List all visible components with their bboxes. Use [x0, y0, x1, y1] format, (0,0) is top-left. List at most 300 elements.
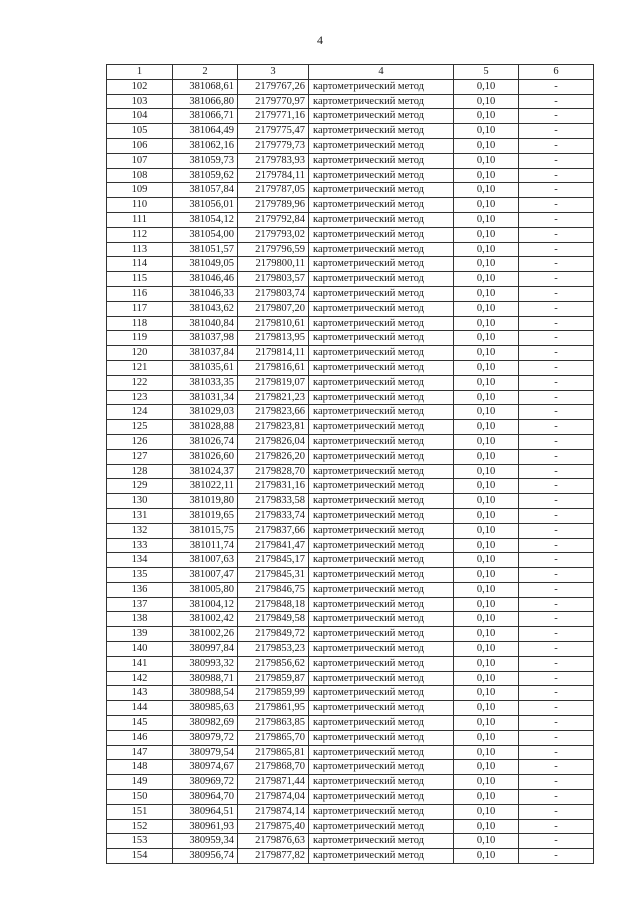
cell-y-coordinate: 2179826,04: [238, 434, 309, 449]
cell-accuracy: 0,10: [454, 390, 519, 405]
table-row: [107, 420, 594, 435]
cell-accuracy: 0,10: [454, 124, 519, 139]
cell-y-coordinate: 2179848,18: [238, 597, 309, 612]
cell-note: -: [519, 716, 594, 731]
cell-y-coordinate: 2179779,73: [238, 138, 309, 153]
cell-point-number: 102: [107, 79, 173, 94]
table-row: [107, 449, 594, 464]
cell-accuracy: 0,10: [454, 94, 519, 109]
table-row: [107, 716, 594, 731]
table-row: [107, 671, 594, 686]
cell-x-coordinate: 381064,49: [173, 124, 238, 139]
cell-point-number: 146: [107, 730, 173, 745]
cell-method: картометрический метод: [309, 804, 454, 819]
cell-accuracy: 0,10: [454, 730, 519, 745]
cell-point-number: 121: [107, 360, 173, 375]
cell-note: -: [519, 316, 594, 331]
cell-y-coordinate: 2179853,23: [238, 642, 309, 657]
cell-x-coordinate: 381037,84: [173, 346, 238, 361]
cell-y-coordinate: 2179823,81: [238, 420, 309, 435]
cell-point-number: 116: [107, 286, 173, 301]
column-header-2: 2: [173, 65, 238, 80]
cell-note: -: [519, 272, 594, 287]
cell-y-coordinate: 2179807,20: [238, 301, 309, 316]
cell-x-coordinate: 381031,34: [173, 390, 238, 405]
cell-y-coordinate: 2179876,63: [238, 834, 309, 849]
cell-note: -: [519, 168, 594, 183]
cell-note: -: [519, 686, 594, 701]
cell-method: картометрический метод: [309, 420, 454, 435]
cell-note: -: [519, 612, 594, 627]
cell-note: -: [519, 153, 594, 168]
cell-y-coordinate: 2179849,72: [238, 627, 309, 642]
cell-y-coordinate: 2179810,61: [238, 316, 309, 331]
cell-y-coordinate: 2179783,93: [238, 153, 309, 168]
cell-x-coordinate: 381040,84: [173, 316, 238, 331]
cell-point-number: 122: [107, 375, 173, 390]
cell-note: -: [519, 434, 594, 449]
cell-method: картометрический метод: [309, 642, 454, 657]
cell-note: -: [519, 301, 594, 316]
cell-x-coordinate: 380988,54: [173, 686, 238, 701]
table-row: [107, 79, 594, 94]
cell-accuracy: 0,10: [454, 405, 519, 420]
cell-point-number: 124: [107, 405, 173, 420]
cell-method: картометрический метод: [309, 760, 454, 775]
cell-y-coordinate: 2179877,82: [238, 849, 309, 864]
cell-method: картометрический метод: [309, 775, 454, 790]
cell-method: картометрический метод: [309, 656, 454, 671]
cell-method: картометрический метод: [309, 434, 454, 449]
cell-method: картометрический метод: [309, 138, 454, 153]
cell-method: картометрический метод: [309, 375, 454, 390]
cell-x-coordinate: 381066,80: [173, 94, 238, 109]
cell-accuracy: 0,10: [454, 612, 519, 627]
cell-note: -: [519, 286, 594, 301]
cell-y-coordinate: 2179787,05: [238, 183, 309, 198]
cell-accuracy: 0,10: [454, 449, 519, 464]
cell-y-coordinate: 2179826,20: [238, 449, 309, 464]
cell-y-coordinate: 2179767,26: [238, 79, 309, 94]
cell-x-coordinate: 380979,72: [173, 730, 238, 745]
cell-point-number: 114: [107, 257, 173, 272]
cell-point-number: 103: [107, 94, 173, 109]
table-row: [107, 494, 594, 509]
cell-accuracy: 0,10: [454, 804, 519, 819]
cell-point-number: 125: [107, 420, 173, 435]
cell-y-coordinate: 2179814,11: [238, 346, 309, 361]
cell-accuracy: 0,10: [454, 582, 519, 597]
cell-note: -: [519, 597, 594, 612]
cell-note: -: [519, 390, 594, 405]
table-row: [107, 553, 594, 568]
column-header-1: 1: [107, 65, 173, 80]
table-row: [107, 612, 594, 627]
cell-x-coordinate: 381035,61: [173, 360, 238, 375]
cell-method: картометрический метод: [309, 257, 454, 272]
cell-method: картометрический метод: [309, 582, 454, 597]
cell-accuracy: 0,10: [454, 642, 519, 657]
table-row: [107, 109, 594, 124]
cell-accuracy: 0,10: [454, 849, 519, 864]
cell-accuracy: 0,10: [454, 745, 519, 760]
cell-y-coordinate: 2179796,59: [238, 242, 309, 257]
cell-point-number: 131: [107, 508, 173, 523]
cell-method: картометрический метод: [309, 168, 454, 183]
cell-accuracy: 0,10: [454, 227, 519, 242]
table-row: [107, 819, 594, 834]
table-row: [107, 538, 594, 553]
cell-point-number: 145: [107, 716, 173, 731]
cell-method: картометрический метод: [309, 612, 454, 627]
cell-accuracy: 0,10: [454, 286, 519, 301]
table-row: [107, 597, 594, 612]
table-row: [107, 301, 594, 316]
table-row: [107, 701, 594, 716]
cell-y-coordinate: 2179845,31: [238, 568, 309, 583]
cell-note: -: [519, 804, 594, 819]
cell-y-coordinate: 2179793,02: [238, 227, 309, 242]
cell-method: картометрический метод: [309, 834, 454, 849]
cell-note: -: [519, 701, 594, 716]
cell-method: картометрический метод: [309, 538, 454, 553]
cell-method: картометрический метод: [309, 568, 454, 583]
cell-point-number: 134: [107, 553, 173, 568]
cell-accuracy: 0,10: [454, 257, 519, 272]
cell-x-coordinate: 381002,42: [173, 612, 238, 627]
cell-x-coordinate: 380997,84: [173, 642, 238, 657]
cell-note: -: [519, 109, 594, 124]
cell-accuracy: 0,10: [454, 538, 519, 553]
table-row: [107, 198, 594, 213]
cell-method: картометрический метод: [309, 479, 454, 494]
cell-method: картометрический метод: [309, 686, 454, 701]
cell-accuracy: 0,10: [454, 346, 519, 361]
cell-accuracy: 0,10: [454, 138, 519, 153]
cell-note: -: [519, 553, 594, 568]
cell-accuracy: 0,10: [454, 553, 519, 568]
cell-method: картометрический метод: [309, 153, 454, 168]
cell-note: -: [519, 627, 594, 642]
cell-accuracy: 0,10: [454, 760, 519, 775]
cell-y-coordinate: 2179833,74: [238, 508, 309, 523]
cell-x-coordinate: 380961,93: [173, 819, 238, 834]
table-row: [107, 405, 594, 420]
table-row: [107, 834, 594, 849]
cell-note: -: [519, 420, 594, 435]
table-row: [107, 346, 594, 361]
cell-point-number: 126: [107, 434, 173, 449]
cell-method: картометрический метод: [309, 671, 454, 686]
cell-x-coordinate: 381046,46: [173, 272, 238, 287]
cell-point-number: 130: [107, 494, 173, 509]
cell-x-coordinate: 380956,74: [173, 849, 238, 864]
cell-method: картометрический метод: [309, 272, 454, 287]
cell-point-number: 138: [107, 612, 173, 627]
cell-x-coordinate: 380969,72: [173, 775, 238, 790]
cell-accuracy: 0,10: [454, 168, 519, 183]
cell-method: картометрический метод: [309, 198, 454, 213]
cell-x-coordinate: 380979,54: [173, 745, 238, 760]
cell-method: картометрический метод: [309, 449, 454, 464]
cell-accuracy: 0,10: [454, 434, 519, 449]
cell-note: -: [519, 775, 594, 790]
cell-accuracy: 0,10: [454, 375, 519, 390]
cell-point-number: 120: [107, 346, 173, 361]
cell-point-number: 151: [107, 804, 173, 819]
table-header-row: [107, 65, 594, 80]
cell-method: картометрический метод: [309, 109, 454, 124]
cell-method: картометрический метод: [309, 227, 454, 242]
cell-accuracy: 0,10: [454, 331, 519, 346]
cell-x-coordinate: 381033,35: [173, 375, 238, 390]
coordinates-table: [106, 64, 594, 864]
cell-point-number: 144: [107, 701, 173, 716]
cell-y-coordinate: 2179828,70: [238, 464, 309, 479]
table-row: [107, 686, 594, 701]
cell-note: -: [519, 138, 594, 153]
cell-y-coordinate: 2179841,47: [238, 538, 309, 553]
table-row: [107, 257, 594, 272]
cell-note: -: [519, 198, 594, 213]
cell-x-coordinate: 381026,60: [173, 449, 238, 464]
cell-y-coordinate: 2179831,16: [238, 479, 309, 494]
cell-y-coordinate: 2179863,85: [238, 716, 309, 731]
cell-note: -: [519, 523, 594, 538]
cell-note: -: [519, 730, 594, 745]
table-row: [107, 242, 594, 257]
cell-method: картометрический метод: [309, 819, 454, 834]
cell-point-number: 104: [107, 109, 173, 124]
cell-accuracy: 0,10: [454, 479, 519, 494]
cell-x-coordinate: 381057,84: [173, 183, 238, 198]
column-header-5: 5: [454, 65, 519, 80]
cell-x-coordinate: 381024,37: [173, 464, 238, 479]
cell-point-number: 108: [107, 168, 173, 183]
cell-x-coordinate: 381007,63: [173, 553, 238, 568]
cell-accuracy: 0,10: [454, 109, 519, 124]
table-row: [107, 849, 594, 864]
cell-method: картометрический метод: [309, 331, 454, 346]
cell-x-coordinate: 380985,63: [173, 701, 238, 716]
cell-point-number: 111: [107, 212, 173, 227]
cell-point-number: 136: [107, 582, 173, 597]
cell-point-number: 154: [107, 849, 173, 864]
cell-method: картометрический метод: [309, 316, 454, 331]
table-row: [107, 360, 594, 375]
cell-x-coordinate: 381046,33: [173, 286, 238, 301]
cell-point-number: 152: [107, 819, 173, 834]
cell-y-coordinate: 2179792,84: [238, 212, 309, 227]
table-row: [107, 227, 594, 242]
cell-method: картометрический метод: [309, 346, 454, 361]
cell-point-number: 109: [107, 183, 173, 198]
cell-x-coordinate: 380964,51: [173, 804, 238, 819]
cell-method: картометрический метод: [309, 494, 454, 509]
cell-method: картометрический метод: [309, 212, 454, 227]
cell-note: -: [519, 494, 594, 509]
cell-x-coordinate: 381019,65: [173, 508, 238, 523]
cell-note: -: [519, 183, 594, 198]
cell-y-coordinate: 2179771,16: [238, 109, 309, 124]
cell-point-number: 153: [107, 834, 173, 849]
cell-note: -: [519, 227, 594, 242]
cell-x-coordinate: 380988,71: [173, 671, 238, 686]
cell-x-coordinate: 381059,62: [173, 168, 238, 183]
cell-accuracy: 0,10: [454, 464, 519, 479]
cell-accuracy: 0,10: [454, 420, 519, 435]
cell-point-number: 127: [107, 449, 173, 464]
table-row: [107, 745, 594, 760]
cell-accuracy: 0,10: [454, 523, 519, 538]
cell-y-coordinate: 2179861,95: [238, 701, 309, 716]
cell-note: -: [519, 508, 594, 523]
cell-accuracy: 0,10: [454, 79, 519, 94]
cell-note: -: [519, 568, 594, 583]
cell-y-coordinate: 2179868,70: [238, 760, 309, 775]
cell-method: картометрический метод: [309, 286, 454, 301]
cell-accuracy: 0,10: [454, 701, 519, 716]
cell-note: -: [519, 656, 594, 671]
cell-accuracy: 0,10: [454, 671, 519, 686]
cell-point-number: 140: [107, 642, 173, 657]
cell-y-coordinate: 2179819,07: [238, 375, 309, 390]
cell-y-coordinate: 2179775,47: [238, 124, 309, 139]
column-header-3: 3: [238, 65, 309, 80]
cell-note: -: [519, 582, 594, 597]
cell-y-coordinate: 2179874,14: [238, 804, 309, 819]
cell-x-coordinate: 380993,32: [173, 656, 238, 671]
cell-note: -: [519, 464, 594, 479]
table-row: [107, 804, 594, 819]
cell-accuracy: 0,10: [454, 153, 519, 168]
cell-accuracy: 0,10: [454, 316, 519, 331]
cell-y-coordinate: 2179789,96: [238, 198, 309, 213]
cell-method: картометрический метод: [309, 553, 454, 568]
cell-x-coordinate: 381049,05: [173, 257, 238, 272]
table-row: [107, 568, 594, 583]
cell-point-number: 143: [107, 686, 173, 701]
cell-y-coordinate: 2179845,17: [238, 553, 309, 568]
cell-method: картометрический метод: [309, 508, 454, 523]
cell-accuracy: 0,10: [454, 775, 519, 790]
cell-y-coordinate: 2179813,95: [238, 331, 309, 346]
cell-x-coordinate: 381068,61: [173, 79, 238, 94]
cell-y-coordinate: 2179856,62: [238, 656, 309, 671]
cell-x-coordinate: 381005,80: [173, 582, 238, 597]
cell-accuracy: 0,10: [454, 494, 519, 509]
cell-accuracy: 0,10: [454, 198, 519, 213]
cell-point-number: 139: [107, 627, 173, 642]
cell-accuracy: 0,10: [454, 508, 519, 523]
cell-method: картометрический метод: [309, 301, 454, 316]
cell-x-coordinate: 381054,00: [173, 227, 238, 242]
cell-note: -: [519, 124, 594, 139]
cell-method: картометрический метод: [309, 849, 454, 864]
table-row: [107, 286, 594, 301]
cell-point-number: 105: [107, 124, 173, 139]
cell-point-number: 113: [107, 242, 173, 257]
cell-y-coordinate: 2179833,58: [238, 494, 309, 509]
cell-x-coordinate: 381056,01: [173, 198, 238, 213]
cell-y-coordinate: 2179865,81: [238, 745, 309, 760]
cell-x-coordinate: 381022,11: [173, 479, 238, 494]
table-row: [107, 790, 594, 805]
cell-x-coordinate: 381002,26: [173, 627, 238, 642]
cell-method: картометрический метод: [309, 627, 454, 642]
cell-method: картометрический метод: [309, 523, 454, 538]
cell-point-number: 135: [107, 568, 173, 583]
cell-y-coordinate: 2179849,58: [238, 612, 309, 627]
cell-accuracy: 0,10: [454, 242, 519, 257]
cell-method: картометрический метод: [309, 79, 454, 94]
cell-y-coordinate: 2179837,66: [238, 523, 309, 538]
cell-y-coordinate: 2179859,87: [238, 671, 309, 686]
cell-y-coordinate: 2179871,44: [238, 775, 309, 790]
cell-note: -: [519, 479, 594, 494]
cell-note: -: [519, 346, 594, 361]
cell-point-number: 117: [107, 301, 173, 316]
table-row: [107, 508, 594, 523]
table-row: [107, 730, 594, 745]
cell-point-number: 141: [107, 656, 173, 671]
cell-y-coordinate: 2179821,23: [238, 390, 309, 405]
cell-note: -: [519, 360, 594, 375]
cell-accuracy: 0,10: [454, 627, 519, 642]
cell-note: -: [519, 671, 594, 686]
cell-method: картометрический метод: [309, 701, 454, 716]
cell-note: -: [519, 242, 594, 257]
cell-x-coordinate: 380974,67: [173, 760, 238, 775]
cell-point-number: 149: [107, 775, 173, 790]
table-row: [107, 212, 594, 227]
cell-point-number: 118: [107, 316, 173, 331]
table-row: [107, 375, 594, 390]
table-row: [107, 775, 594, 790]
cell-x-coordinate: 381051,57: [173, 242, 238, 257]
table-row: [107, 656, 594, 671]
cell-x-coordinate: 381037,98: [173, 331, 238, 346]
cell-point-number: 147: [107, 745, 173, 760]
cell-note: -: [519, 819, 594, 834]
cell-method: картометрический метод: [309, 183, 454, 198]
cell-x-coordinate: 380964,70: [173, 790, 238, 805]
cell-y-coordinate: 2179823,66: [238, 405, 309, 420]
cell-note: -: [519, 257, 594, 272]
cell-point-number: 119: [107, 331, 173, 346]
table-body: [107, 79, 594, 863]
cell-y-coordinate: 2179784,11: [238, 168, 309, 183]
cell-accuracy: 0,10: [454, 790, 519, 805]
cell-y-coordinate: 2179803,74: [238, 286, 309, 301]
cell-point-number: 112: [107, 227, 173, 242]
table-row: [107, 331, 594, 346]
cell-x-coordinate: 381026,74: [173, 434, 238, 449]
cell-note: -: [519, 760, 594, 775]
table-row: [107, 153, 594, 168]
cell-point-number: 106: [107, 138, 173, 153]
cell-y-coordinate: 2179800,11: [238, 257, 309, 272]
cell-note: -: [519, 331, 594, 346]
cell-method: картометрический метод: [309, 790, 454, 805]
cell-x-coordinate: 381043,62: [173, 301, 238, 316]
cell-accuracy: 0,10: [454, 656, 519, 671]
cell-x-coordinate: 380959,34: [173, 834, 238, 849]
cell-x-coordinate: 381059,73: [173, 153, 238, 168]
table-row: [107, 183, 594, 198]
cell-x-coordinate: 381019,80: [173, 494, 238, 509]
cell-note: -: [519, 834, 594, 849]
